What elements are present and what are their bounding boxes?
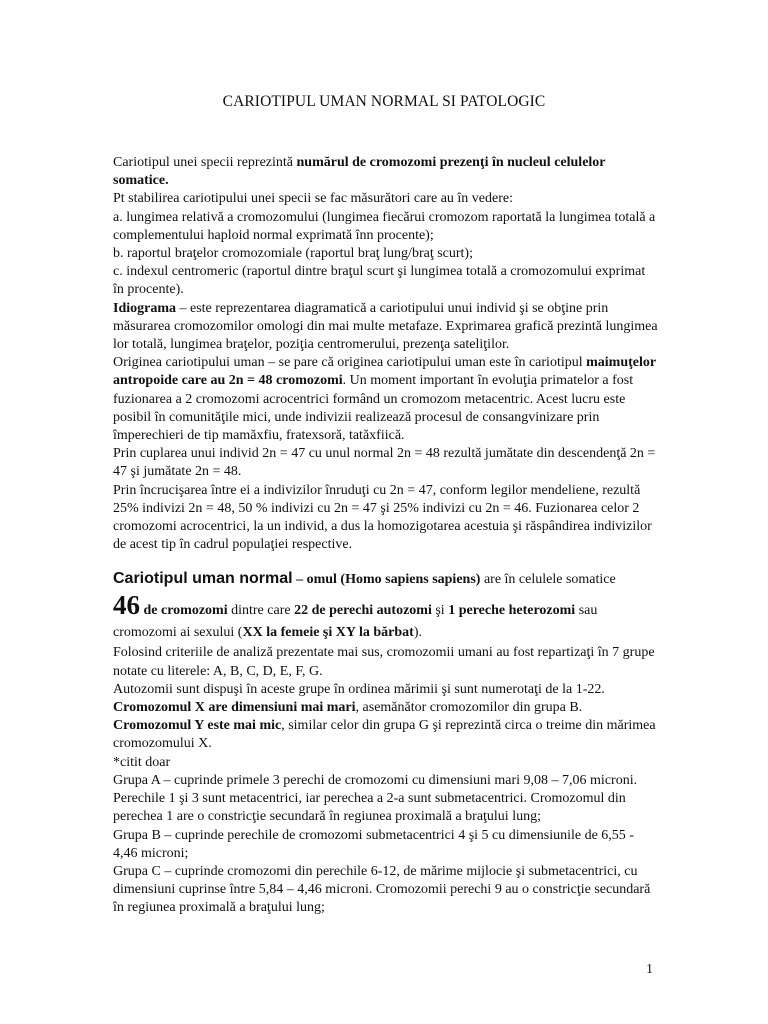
chromosome-x-text: , asemănător cromozomilor din grupa B. [355, 700, 583, 716]
paragraph-grupa-c: Grupa C – cuprinde cromozomi din perechile 6-12, de mărime mijlocie şi submetacentrici, cu dimensiuni cuprinse între 5,84 – 4,46 microni. Cromozomii perechi 9 au o constricţie secundară în regiunea proximală a braţului lung; [113, 863, 651, 916]
text: ). [413, 625, 422, 641]
paragraph-criterii: Folosind criteriile de analiză prezentate mai sus, cromozomii umani au fost repartizaţi în 7 grupe notate cu literele: A, B, C, D, E, F, G. [113, 645, 655, 679]
note: *citit doar [113, 754, 171, 770]
text: şi [431, 603, 449, 619]
paragraph-chromosome-x [113, 699, 658, 717]
section-heading-rest: are în celulele somatice [480, 572, 616, 588]
chromosome-count-label: de cromozomi [140, 603, 228, 619]
idiogram-text: – este reprezentarea diagramatică a cariotipului unui individ şi se obţine prin măsurarea cromozomilor omologi din mai multe metafaze. Exprimarea grafică prezintă lungimea lor totală, lungimea braţelor, poziţia centromerului, prezenţa sateliţilor. [113, 300, 658, 353]
text: sau cromozomi ai sexului ( [113, 603, 598, 641]
chromosome-y-text: , similar celor din grupa G şi reprezintă circa o treime din mărimea cromozomului X. [113, 718, 656, 752]
page-title: CARIOTIPUL UMAN NORMAL SI PATOLOGIC [222, 93, 546, 110]
idiogram-term: Idiograma [113, 300, 176, 316]
paragraph-incrucisare: Prin încrucişarea între ei a indivizilor înruduţi cu 2n = 47, conform legilor mendeliene, rezultă 25% indivizi 2n = 48, 50 % indivizi cu 2n = 47 şi 25% indivizi cu 2n = 46. Fuzionarea celor 2 cromozomi acrocentrici, la un individ, a dus la homozigotarea acestuia şi răspândirea indivizilor de acest tip în cadrul populaţiei respective. [113, 482, 652, 553]
sex-chromosomes: XX la femeie şi XY la bărbat [242, 625, 414, 641]
origin-text: Originea cariotipului uman – se pare că originea cariotipului uman este în cariotipul [113, 355, 587, 371]
definition-emphasis: numărul de cromozomi prezenţi în nucleul celulelor somatice. [113, 155, 606, 189]
paragraph-chromosome-y [113, 717, 658, 753]
text: dintre care [227, 603, 295, 619]
paragraph-cuplare: Prin cuplarea unui individ 2n = 47 cu unul normal 2n = 48 rezultă jumătate din descendenţă 2n = 47 şi jumătate 2n = 48. [113, 446, 656, 480]
section-heading: Cariotipul uman normal [113, 570, 293, 588]
paragraph-grupa-b: Grupa B – cuprinde perechile de cromozomi submetacentrici 4 şi 5 cu dimensiunile de 6,55 - 4,46 microni; [113, 827, 634, 861]
chromosome-y-emphasis: Cromozomul Y este mai mic [113, 718, 282, 734]
list-item-c: c. indexul centromeric (raportul dintre braţul scurt şi lungimea totală a cromozomului exprimat în procente). [113, 264, 646, 298]
origin-text-rest: . Un moment important în evoluţia primatelor a fost fuzionarea a 2 cromozomi acrocentrici formând un cromozom metacentric. Acest lucru este posibil în comunităţile mici, unde indivizii realizează procesul de consangvinizare prin împerechieri de tip mamăxfiu, fratexsoră, tatăxfiică. [113, 373, 634, 444]
paragraph-autozomi: Autozomii sunt dispuşi în aceste grupe în ordinea mărimii şi sunt numerotaţi de la 1-22. [113, 681, 605, 697]
paragraph-origin [113, 354, 658, 445]
heterosome-count: 1 pereche heterozomi [448, 603, 576, 619]
document-body [113, 154, 658, 918]
chromosome-x-emphasis: Cromozomul X are dimensiuni mai mari [113, 700, 356, 716]
definition-text: Cariotipul unei specii reprezintă [113, 155, 297, 170]
list-item-b: b. raportul braţelor cromozomiale (raportul braţ lung/braţ scurt); [113, 246, 473, 262]
paragraph-definition [113, 154, 658, 190]
paragraph-grupa-a: Grupa A – cuprinde primele 3 perechi de cromozomi cu dimensiuni mari 9,08 – 7,06 microni. Perechile 1 şi 3 sunt metacentrici, iar perechea a 2-a sunt submetacentrici. Cromozomul din perechea 1 are o constricţie secundară în regiunea proximală a braţului lung; [113, 772, 638, 825]
autosome-count: 22 de perechi autozomi [294, 603, 432, 619]
page-number: 1 [646, 962, 653, 977]
paragraph-idiogram [113, 300, 658, 355]
list-item-a: a. lungimea relativă a cromozomului (lungimea fiecărui cromozom raportată la lungimea totală a complementului haploid normal exprimată înn procente); [113, 209, 656, 243]
paragraph-measurements-intro: Pt stabilirea cariotipului unei specii se fac măsurători care au în vedere: [113, 191, 514, 207]
origin-emphasis: maimuţelor antropoide care au 2n = 48 cromozomi [113, 355, 656, 389]
chromosome-count: 46 [113, 590, 140, 621]
section-heading-species: – omul (Homo sapiens sapiens) [292, 572, 481, 588]
section-normal-heading [113, 568, 658, 644]
